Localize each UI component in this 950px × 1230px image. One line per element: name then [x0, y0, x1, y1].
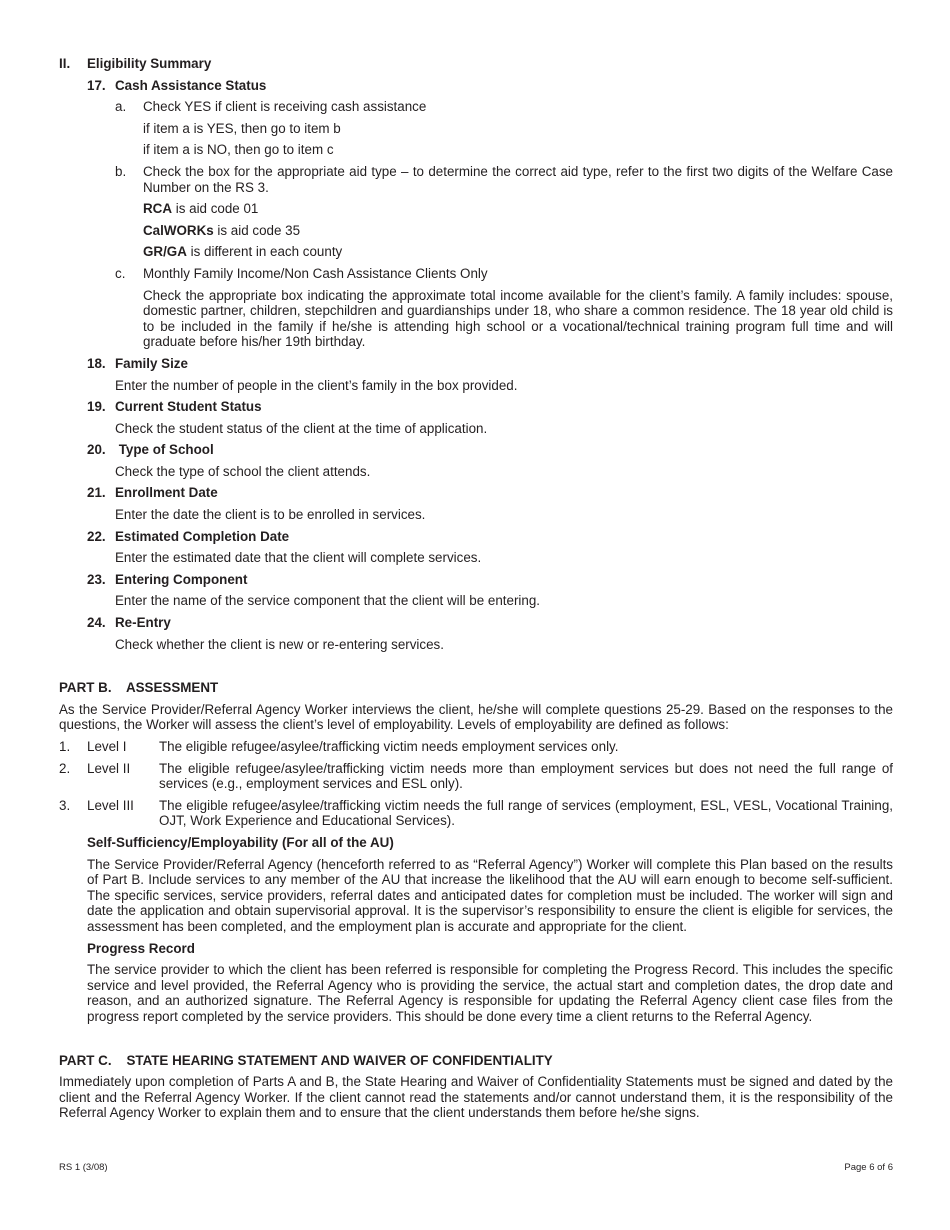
- level-description: The eligible refugee/asylee/trafficking victim needs employment services only.: [159, 739, 619, 754]
- self-sufficiency-text: The Service Provider/Referral Agency (henceforth referred to as “Referral Agency”) Worker will complete this Plan based on the results of Part B. Include services to any member of the AU that increase the likelihood that the AU will earn enough to become self-sufficient. The specific services, service providers, referral dates and anticipated dates for completion must be included. The worker will sign and date the application and obtain supervisorial approval. It is the supervisor’s responsibility to ensure the client is eligible for services, the assessment has been completed, and the employment plan is accurate and appropriate for the client.: [87, 856, 893, 934]
- item-heading: [87, 485, 893, 501]
- item-text: Check YES if client is receiving cash assistance: [143, 99, 427, 115]
- aid-code-calworks: [143, 223, 893, 239]
- item-heading: [87, 399, 893, 415]
- item-17c: [115, 266, 893, 282]
- aid-code-rca: [143, 201, 893, 217]
- item-letter: c.: [115, 265, 126, 281]
- item-number: 24.: [87, 615, 106, 631]
- part-c-heading: PART C. STATE HEARING STATEMENT AND WAIVER OF CONFIDENTIALITY: [59, 1052, 553, 1068]
- item-number: 18.: [87, 355, 106, 371]
- part-b-intro: As the Service Provider/Referral Agency Worker interviews the client, he/she will complete questions 25-29. Based on the responses to the questions, the Worker will assess the client’s level of employability. Levels of employability are defined as follows:: [59, 701, 893, 733]
- item-title: Estimated Completion Date: [115, 528, 290, 544]
- aid-term: RCA: [143, 201, 173, 217]
- aid-term: CalWORKs: [143, 222, 214, 238]
- item-title: Entering Component: [115, 571, 248, 587]
- item-title: Family Size: [115, 355, 188, 371]
- aid-code-grga: [143, 244, 893, 260]
- item-heading: [87, 572, 893, 588]
- level-description: The eligible refugee/asylee/trafficking victim needs the full range of services (employment, ESL, VESL, Vocational Training, OJT, Work Experience and Educational Services).: [159, 797, 893, 829]
- item-number: 20.: [87, 442, 106, 458]
- item-number: 21.: [87, 485, 106, 501]
- level-number: 2.: [59, 760, 71, 776]
- item-letter: a.: [115, 99, 127, 115]
- item-heading: [87, 529, 893, 545]
- aid-desc: is aid code 35: [213, 222, 301, 238]
- item-title: Enrollment Date: [115, 485, 218, 501]
- item-17c-paragraph: Check the appropriate box indicating the approximate total income available for the client’s family. A family includes: spouse, domestic partner, children, stepchildren and guardianships under 18, who share a common residence. The 18 year old child is to be included in the family if he/she is attending high school or a vocational/technical training program full time and will graduate before his/her 19th birthday.: [143, 287, 893, 350]
- footer-page-number: Page 6 of 6: [844, 1162, 893, 1173]
- level-name: Level I: [87, 739, 127, 754]
- item-17a-sub1: if item a is YES, then go to item b: [143, 120, 341, 136]
- aid-desc: is aid code 01: [172, 201, 259, 217]
- item-description: Enter the date the client is to be enrolled in services.: [115, 507, 426, 523]
- level-row: [59, 761, 893, 792]
- footer-form-id: RS 1 (3/08): [59, 1162, 108, 1173]
- level-name: Level II: [87, 760, 131, 776]
- item-heading: [87, 615, 893, 631]
- part-b-heading: PART B. ASSESSMENT: [59, 680, 219, 696]
- level-number: 3.: [59, 797, 71, 813]
- item-17b: [115, 164, 893, 195]
- section-eligibility-summary: [59, 56, 893, 72]
- item-description: Check the type of school the client attends.: [115, 463, 371, 479]
- level-row: [59, 798, 893, 829]
- level-name: Level III: [87, 797, 134, 813]
- item-description: Enter the estimated date that the client will complete services.: [115, 550, 482, 566]
- item-title: Re-Entry: [115, 615, 171, 631]
- items-list: [59, 356, 893, 652]
- section-number: II.: [59, 56, 71, 71]
- item-heading: [87, 356, 893, 372]
- level-row: [59, 739, 893, 755]
- item-number: 17.: [87, 77, 106, 93]
- item-description: Check whether the client is new or re-entering services.: [115, 636, 444, 652]
- progress-record-title: Progress Record: [87, 940, 195, 956]
- aid-term: GR/GA: [143, 244, 187, 260]
- item-text: Monthly Family Income/Non Cash Assistance Clients Only: [143, 265, 488, 281]
- item-description: Enter the name of the service component that the client will be entering.: [115, 593, 541, 609]
- item-number: 23.: [87, 571, 106, 587]
- aid-desc: is different in each county: [186, 244, 343, 260]
- item-17-heading: [87, 78, 893, 94]
- item-title: Type of School: [115, 442, 214, 458]
- item-text: Check the box for the appropriate aid type – to determine the correct aid type, refer to the first two digits of the Welfare Case Number on the RS 3.: [143, 163, 893, 195]
- item-description: Check the student status of the client at the time of application.: [115, 420, 488, 436]
- item-title: Current Student Status: [115, 399, 262, 415]
- progress-record-text: The service provider to which the client has been referred is responsible for completing the Progress Record. This includes the specific service and level provided, the Referral Agency who is providing the service, the actual start and completion dates, the drop date and reason, and an authorized signature. The Referral Agency is responsible for updating the Referral Agency client case files from the progress report completed by the service providers. This should be done every time a client returns to the Referral Agency.: [87, 962, 893, 1024]
- item-17a: [115, 99, 893, 115]
- item-description: Enter the number of people in the client’s family in the box provided.: [115, 377, 518, 393]
- document-page: [59, 56, 893, 1121]
- level-number: 1.: [59, 739, 71, 754]
- item-letter: b.: [115, 163, 127, 179]
- part-c-text: Immediately upon completion of Parts A and B, the State Hearing and Waiver of Confidentiality Statements must be signed and dated by the client and the Referral Agency Worker. If the client cannot read the statements and/or cannot understand them, it is the responsibility of the Referral Agency Worker to explain them and to ensure that the client understands them before he/she signs.: [59, 1074, 893, 1121]
- level-description: The eligible refugee/asylee/trafficking victim needs more than employment services but does not need the full range of services (e.g., employment services and ESL only).: [159, 760, 893, 792]
- item-title: Cash Assistance Status: [115, 77, 267, 93]
- item-number: 22.: [87, 528, 106, 544]
- item-heading: [87, 442, 893, 458]
- item-number: 19.: [87, 399, 106, 415]
- item-17a-sub2: if item a is NO, then go to item c: [143, 142, 334, 158]
- levels-list: [59, 739, 893, 829]
- self-sufficiency-title: Self-Sufficiency/Employability (For all of the AU): [87, 834, 394, 850]
- section-title: Eligibility Summary: [87, 56, 212, 71]
